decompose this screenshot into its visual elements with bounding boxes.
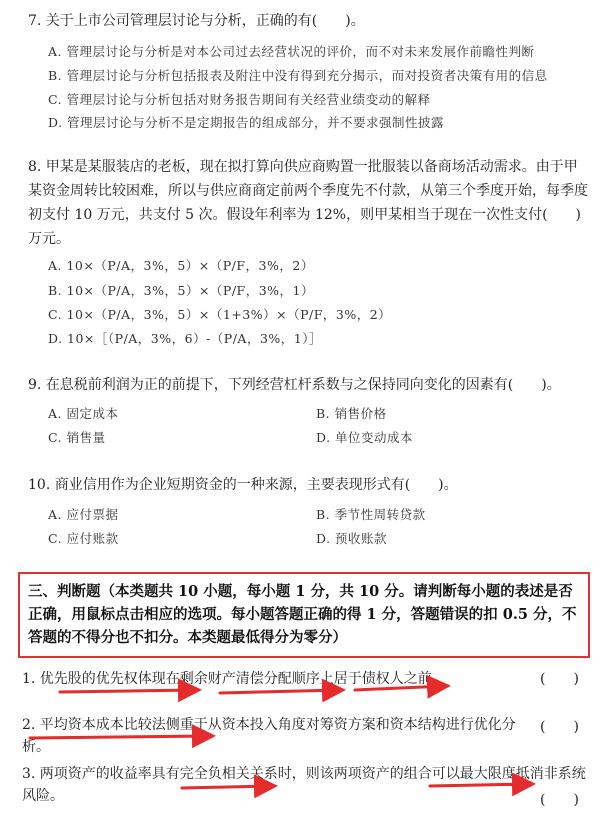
question-8 xyxy=(28,155,588,251)
arrow-1b xyxy=(220,690,340,693)
question-9-option-d[interactable]: D. 单位变动成本 xyxy=(316,430,414,445)
question-7 xyxy=(28,10,593,32)
question-9-option-a[interactable]: A. 固定成本 xyxy=(48,406,119,421)
question-8-option-b[interactable]: B. 10×（P/A，3%，5）×（P/F，3%，1） xyxy=(48,283,314,298)
question-7-option-a[interactable]: A. 管理层讨论与分析是对本公司过去经营状况的评价，而不对未来发展作前瞻性判断 xyxy=(48,44,535,59)
section-3-heading: 三、判断题（本类题共 10 小题，每小题 1 分，共 10 分。请判断每小题的表述是否正确，用鼠标点击相应的选项。每小题答题正确的得 1 分，答题错误的扣 0.5 分，不答题的不得分也不扣分。本类题最低得分为零分） xyxy=(28,583,577,646)
question-8-option-c[interactable]: C. 10×（P/A，3%，5）×（1+3%）×（P/F，3%，2） xyxy=(48,307,392,322)
question-10-option-b[interactable]: B. 季节性周转贷款 xyxy=(316,507,426,522)
question-8-stem: 8. 甲某是某服装店的老板，现在拟打算向供应商购置一批服装以备商场活动需求。由于甲某资金周转比较困难，所以与供应商商定前两个季度先不付款，从第三个季度开始，每季度初支付 10 万元，共支付 5 次。假设年利率为 12%，则甲某相当于现在一次性支付( )万元。 xyxy=(28,159,588,247)
question-9-option-b[interactable]: B. 销售价格 xyxy=(316,406,387,421)
question-7-option-c[interactable]: C. 管理层讨论与分析包括对财务报告期间有关经营业绩变动的解释 xyxy=(48,92,431,107)
question-10-option-c[interactable]: C. 应付账款 xyxy=(48,531,119,546)
question-9-stem: 9. 在息税前利润为正的前提下，下列经营杠杆系数与之保持同向变化的因素有( )。 xyxy=(28,377,561,393)
tf-item-3: 3. 两项资产的收益率具有完全负相关关系时，则该两项资产的组合可以最大限度抵消非系统风险。 xyxy=(22,766,586,804)
question-10-option-a[interactable]: A. 应付票据 xyxy=(48,507,119,522)
question-10-option-d[interactable]: D. 预收账款 xyxy=(316,531,388,546)
tf-item-2-answer[interactable]: ( ) xyxy=(540,719,579,735)
arrow-1a xyxy=(60,690,196,692)
tf-item-2: 2. 平均资本成本比较法侧重于从资本投入角度对筹资方案和资本结构进行优化分析。 xyxy=(22,717,516,755)
question-9 xyxy=(28,374,593,396)
question-8-option-a[interactable]: A. 10×（P/A，3%，5）×（P/F，3%，2） xyxy=(48,258,314,273)
tf-item-1-answer[interactable]: ( ) xyxy=(540,671,579,687)
question-8-option-d[interactable]: D. 10×［（P/A，3%，6）-（P/A，3%，1）］ xyxy=(48,331,322,346)
question-7-stem: 7. 关于上市公司管理层讨论与分析，正确的有( )。 xyxy=(28,13,365,29)
question-7-option-b[interactable]: B. 管理层讨论与分析包括报表及附注中没有得到充分揭示，而对投资者决策有用的信息 xyxy=(48,68,548,83)
question-10 xyxy=(28,474,593,496)
tf-item-1: 1. 优先股的优先权体现在剩余财产清偿分配顺序上居于债权人之前。 xyxy=(22,671,446,687)
question-9-option-c[interactable]: C. 销售量 xyxy=(48,430,106,445)
tf-item-3-answer[interactable]: ( ) xyxy=(540,792,579,808)
question-10-stem: 10. 商业信用作为企业短期资金的一种来源，主要表现形式有( )。 xyxy=(28,477,458,493)
question-7-option-d[interactable]: D. 管理层讨论与分析不是定期报告的组成部分，并不要求强制性披露 xyxy=(48,115,445,130)
